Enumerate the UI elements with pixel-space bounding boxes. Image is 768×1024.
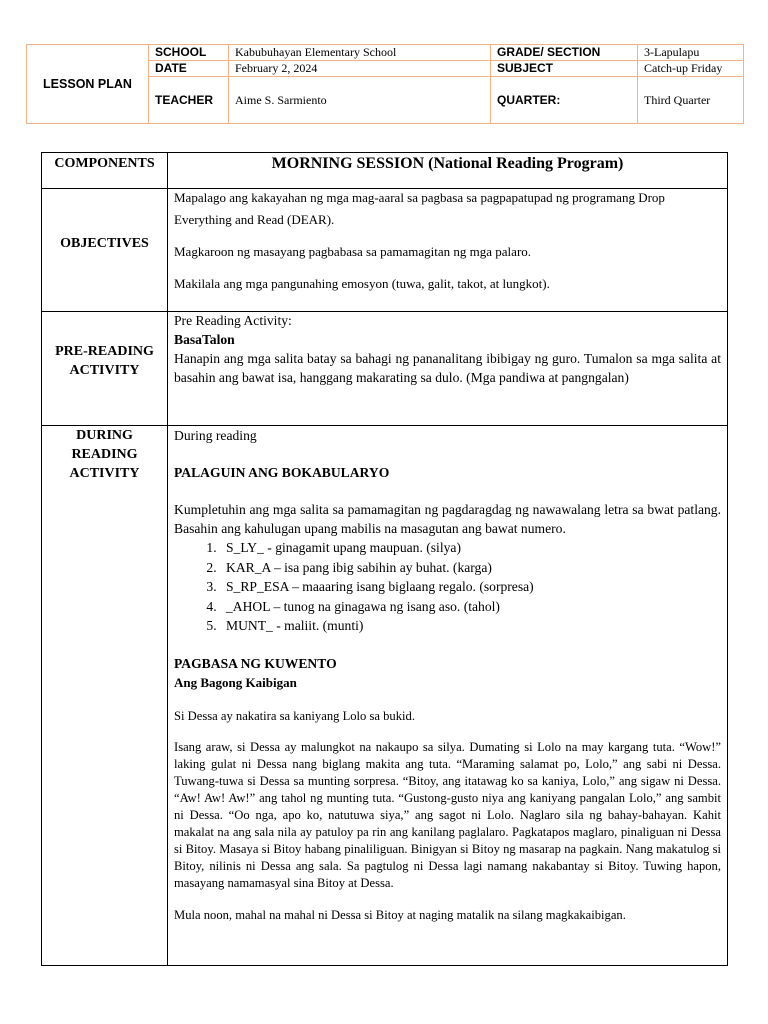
vocab-item: 1. S_LY_ - ginagamit upang maupuan. (silya): [220, 538, 721, 558]
pre-reading-row: [42, 312, 728, 426]
vocab-instructions: Kumpletuhin ang mga salita sa pamamagitan ng pagdaragdag ng nawawalang letra sa bwat patlang. Basahin ang kahulugan upang mabilis na masagutan ang bawat numero.: [174, 502, 721, 536]
teacher-label: TEACHER: [149, 77, 229, 124]
date-label: DATE: [149, 61, 229, 77]
vocab-item: 4. _AHOL – tunog na ginagawa ng isang aso. (tahol): [220, 597, 721, 617]
lesson-plan-label: LESSON PLAN: [27, 45, 149, 124]
story-paragraph: Isang araw, si Dessa ay malungkot na nakaupo sa silya. Dumating si Lolo na may kargang tuta. “Wow!” laking gulat ni Dessa nang biglang makita ang tuta. “Maraming salamat po, Lolo,” ang sabi ni Dessa. Tuwang-tuwa si Dessa sa munting sorpresa. “Bitoy, ang itatawag ko sa kaniya, Lolo,” ang sigaw ni Dessa. “Aw! Aw! Aw!” ang tahol ng munting tuta. “Gustong-gusto niya ang kaniyang pangalan Lolo,” ang sambit ni Dessa. “Oo nga, apo ko, natutuwa siya,” ang sagot ni Lolo. Naglaro sila ng bahay-bahayan. Kahit makalat na ang sala nila ay patuloy pa rin ang kanilang paglalaro. Pagkatapos maglaro, pinaliguan ni Dessa si Bitoy. Masaya si Bitoy habang pinaliliguan. Binigyan si Bitoy ng masarap na pagkain. Nang makatulog si Bitoy, nilinis ni Dessa ang sala. Sa pagtulog ni Dessa lagi namang nakabantay si Bitoy. Tuwing hapon, masayang namamasyal sina Bitoy at Dessa.: [174, 739, 721, 890]
objective-item: Mapalago ang kakayahan ng mga mag-aaral sa pagbasa sa pagpapatupad ng programang Drop Everything and Read (DEAR).: [174, 190, 665, 227]
lesson-plan-header: [26, 44, 744, 124]
subject-label: SUBJECT: [491, 61, 638, 77]
table-header-row: [42, 153, 728, 189]
grade-section-label: GRADE/ SECTION: [491, 45, 638, 61]
quarter-label: QUARTER:: [491, 77, 638, 124]
during-reading-intro: During reading: [174, 428, 257, 443]
during-reading-row: [42, 426, 728, 966]
story-title: Ang Bagong Kaibigan: [174, 674, 297, 690]
objectives-row: [42, 189, 728, 312]
pre-reading-label: PRE-READING ACTIVITY: [55, 343, 154, 378]
objectives-content: [168, 189, 728, 312]
quarter-value: Third Quarter: [638, 77, 744, 124]
vocab-item: 3. S_RP_ESA – maaaring isang biglaang regalo. (sorpresa): [220, 577, 721, 597]
story-paragraph: Mula noon, mahal na mahal ni Dessa si Bitoy at naging matalik na silang magkakaibigan.: [174, 907, 626, 922]
school-value: Kabubuhayan Elementary School: [229, 45, 491, 61]
objective-item: Magkaroon ng masayang pagbabasa sa pamamagitan ng mga palaro.: [174, 244, 532, 259]
grade-section-value: 3-Lapulapu: [638, 45, 744, 61]
session-header: MORNING SESSION (National Reading Program): [271, 155, 624, 172]
lesson-plan-table: [41, 152, 728, 966]
date-value: February 2, 2024: [229, 61, 491, 77]
pre-reading-text: Hanapin ang mga salita batay sa bahagi ng pananalitang ibibigay ng guro. Tumalon sa mga salita at basahin ang bawat isa, hanggang makarating sa dulo. (Mga pandiwa at pangngalan): [174, 351, 721, 385]
during-reading-content: [168, 426, 728, 966]
story-paragraph: Si Dessa ay nakatira sa kaniyang Lolo sa bukid.: [174, 708, 415, 723]
story-section-title: PAGBASA NG KUWENTO: [174, 655, 337, 671]
subject-value: Catch-up Friday: [638, 61, 744, 77]
during-reading-label: DURING READING ACTIVITY: [69, 428, 140, 481]
components-header: COMPONENTS: [54, 156, 155, 171]
pre-reading-intro: Pre Reading Activity:: [174, 313, 292, 328]
school-label: SCHOOL: [149, 45, 229, 61]
objective-item: Makilala ang mga pangunahing emosyon (tuwa, galit, takot, at lungkot).: [174, 276, 550, 291]
vocab-section-title: PALAGUIN ANG BOKABULARYO: [174, 465, 390, 480]
vocab-list: [174, 538, 721, 636]
vocab-item: 5. MUNT_ - maliit. (munti): [220, 616, 721, 636]
story-body: [174, 708, 721, 924]
objectives-label: OBJECTIVES: [60, 236, 149, 251]
pre-reading-title: BasaTalon: [174, 332, 235, 347]
vocab-item: 2. KAR_A – isa pang ibig sabihin ay buhat. (karga): [220, 558, 721, 578]
teacher-value: Aime S. Sarmiento: [229, 77, 491, 124]
pre-reading-content: [168, 312, 728, 426]
